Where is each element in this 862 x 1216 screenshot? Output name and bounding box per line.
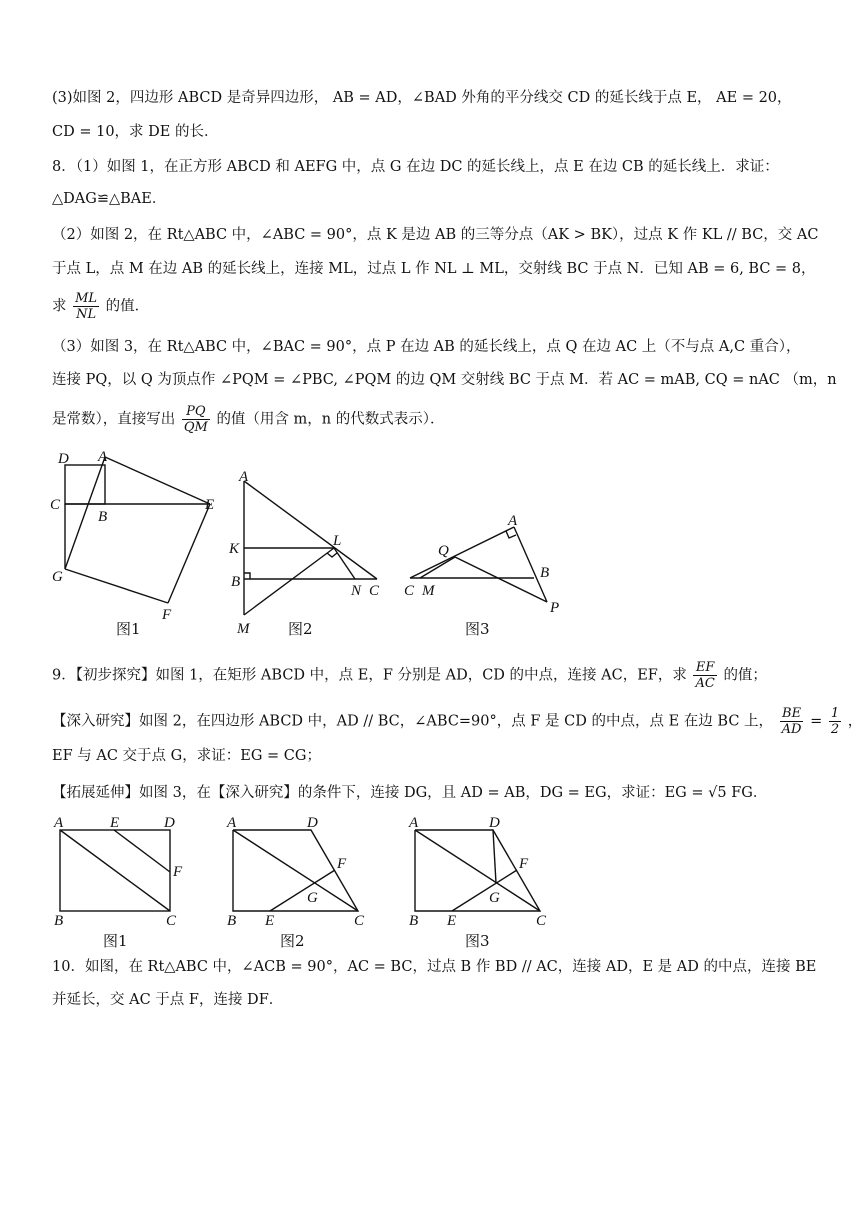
p9-line-2 bbox=[52, 706, 862, 737]
label-a: A bbox=[508, 513, 518, 529]
label-b: B bbox=[231, 574, 241, 590]
caption-fig1: 图1 bbox=[116, 620, 141, 638]
fraction-numerator: EF bbox=[693, 660, 716, 676]
label-m: M bbox=[237, 621, 250, 637]
label-c: C bbox=[50, 497, 61, 513]
label-b: B bbox=[98, 509, 108, 525]
label-e: E bbox=[265, 913, 275, 929]
label-c: C bbox=[536, 913, 547, 929]
fraction-numerator: ML bbox=[75, 291, 98, 306]
label-e: E bbox=[110, 815, 120, 831]
p8-line-7: 连接 PQ，以 Q 为顶点作 ∠PQM = ∠PBC, ∠PQM 的边 QM 交射线 BC 于点 M．若 AC = mAB, CQ = nAC （m，n bbox=[52, 372, 837, 388]
p9-l2-pre: 【深入研究】如图 2，在四边形 ABCD 中，AD // BC，∠ABC=90°，点 F 是 CD 的中点，点 E 在边 BC 上， bbox=[52, 713, 774, 730]
label-g: G bbox=[489, 890, 500, 906]
fraction-numerator: BE bbox=[780, 706, 804, 722]
p9-line-1 bbox=[52, 660, 812, 691]
figure-triangle-3 bbox=[400, 505, 580, 625]
label-f: F bbox=[337, 856, 347, 872]
label-m: M bbox=[422, 583, 435, 599]
caption-fig2: 图2 bbox=[288, 620, 313, 638]
label-q: Q bbox=[438, 543, 449, 559]
figure-trapezoid-3 bbox=[405, 810, 565, 929]
label-f: F bbox=[162, 607, 172, 623]
p8-l8-post: 的值（用含 m，n 的代数式表示）． bbox=[216, 411, 445, 428]
fraction-ml-nl bbox=[73, 291, 99, 322]
p9-line-3: EF 与 AC 交于点 G，求证：EG = CG； bbox=[52, 748, 321, 764]
label-c: C bbox=[369, 583, 380, 599]
label-a: A bbox=[239, 469, 249, 485]
label-e: E bbox=[205, 497, 215, 513]
fraction-numerator: 1 bbox=[830, 706, 840, 721]
figure-rectangle-1 bbox=[50, 810, 220, 929]
label-c: C bbox=[166, 913, 177, 929]
label-p: P bbox=[550, 600, 560, 616]
p7-3-line-2: CD = 10，求 DE 的长． bbox=[52, 124, 219, 140]
p9-l1-pre: 9．【初步探究】如图 1，在矩形 ABCD 中，点 E，F 分别是 AD，CD 的中点，连接 AC，EF，求 bbox=[52, 667, 687, 684]
p8-line-4: 于点 L，点 M 在边 AB 的延长线上，连接 ML，过点 L 作 NL ⊥ ML，交射线 BC 于点 N．已知 AB = 6, BC = 8， bbox=[52, 261, 816, 277]
label-b: B bbox=[227, 913, 237, 929]
p8-line-2: △DAG≌△BAE． bbox=[52, 191, 167, 207]
fraction-pq-qm bbox=[182, 404, 210, 435]
p8-l8-pre: 是常数），直接写出 bbox=[52, 411, 176, 428]
label-d: D bbox=[164, 815, 175, 831]
p10-line-2: 并延长，交 AC 于点 F，连接 DF． bbox=[52, 992, 284, 1008]
fraction-denominator: NL bbox=[76, 307, 97, 322]
label-d: D bbox=[58, 451, 69, 467]
caption-fig2: 图2 bbox=[280, 932, 305, 950]
label-c: C bbox=[404, 583, 415, 599]
p8-line-5 bbox=[52, 291, 812, 322]
caption-fig3: 图3 bbox=[465, 620, 490, 638]
p8-line-3: （2）如图 2，在 Rt△ABC 中，∠ABC = 90°，点 K 是边 AB 的三等分点（AK > BK），过点 K 作 KL // BC，交 AC bbox=[52, 227, 819, 243]
caption-fig3: 图3 bbox=[465, 932, 490, 950]
label-b: B bbox=[54, 913, 64, 929]
label-n: N bbox=[351, 583, 362, 599]
label-e: E bbox=[447, 913, 457, 929]
label-g: G bbox=[52, 569, 63, 585]
p9-l2-post: ， bbox=[847, 713, 862, 730]
label-k: K bbox=[229, 541, 240, 557]
label-d: D bbox=[307, 815, 318, 831]
p8-l5-pre: 求 bbox=[52, 298, 67, 315]
label-f: F bbox=[173, 864, 183, 880]
fraction-denominator: AD bbox=[781, 722, 802, 737]
fraction-one-half bbox=[829, 706, 841, 737]
p10-line-1: 10．如图，在 Rt△ABC 中，∠ACB = 90°，AC = BC，过点 B 作 BD // AC，连接 AD，E 是 AD 的中点，连接 BE bbox=[52, 959, 817, 975]
p8-l5-post: 的值． bbox=[105, 298, 150, 315]
p8-line-6: （3）如图 3，在 Rt△ABC 中，∠BAC = 90°，点 P 在边 AB 的延长线上，点 Q 在边 AC 上（不与点 A,C 重合）， bbox=[52, 339, 801, 355]
label-l: L bbox=[333, 533, 342, 549]
label-g: G bbox=[307, 890, 318, 906]
caption-fig1: 图1 bbox=[103, 932, 128, 950]
equals-sign: = bbox=[810, 713, 823, 730]
label-a: A bbox=[98, 449, 108, 465]
fraction-ef-ac bbox=[693, 660, 716, 691]
fraction-denominator: 2 bbox=[830, 722, 840, 737]
fraction-denominator: AC bbox=[695, 676, 715, 691]
label-f: F bbox=[519, 856, 529, 872]
label-d: D bbox=[489, 815, 500, 831]
label-a: A bbox=[409, 815, 419, 831]
fraction-denominator: QM bbox=[183, 420, 208, 435]
p8-line-1: 8．（1）如图 1，在正方形 ABCD 和 AEFG 中，点 G 在边 DC 的延长线上，点 E 在边 CB 的延长线上．求证： bbox=[52, 159, 779, 175]
p9-line-4: 【拓展延伸】如图 3，在【深入研究】的条件下，连接 DG，且 AD = AB，DG = EG，求证：EG = √5 FG． bbox=[52, 785, 768, 801]
fraction-be-ad bbox=[780, 706, 804, 737]
p8-line-8 bbox=[52, 404, 812, 435]
label-c: C bbox=[354, 913, 365, 929]
label-a: A bbox=[54, 815, 64, 831]
label-b: B bbox=[409, 913, 419, 929]
p9-l1-post: 的值； bbox=[723, 667, 767, 684]
figure-square-1 bbox=[40, 445, 240, 645]
label-b: B bbox=[540, 565, 550, 581]
figure-trapezoid-2 bbox=[223, 810, 383, 929]
p7-3-line-1: (3)如图 2，四边形 ABCD 是奇异四边形， AB = AD，∠BAD 外角的平分线交 CD 的延长线于点 E， AE = 20， bbox=[52, 90, 792, 106]
label-a: A bbox=[227, 815, 237, 831]
fraction-numerator: PQ bbox=[182, 404, 210, 420]
